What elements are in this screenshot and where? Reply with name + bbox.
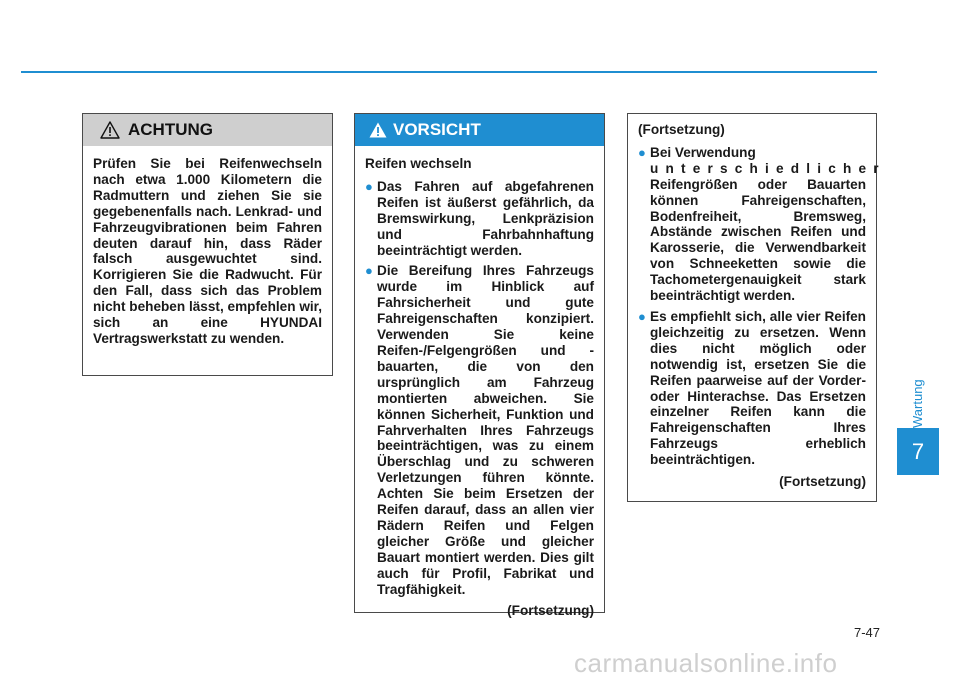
page-number: 7-47 — [853, 625, 880, 640]
vorsicht-bullet-text: Die Bereifung Ihres Fahrzeugs wurde im Hinblick auf Fahrsicherheit und gute Fahreigenschaften konzipiert. Verwenden Sie keine Reifen-/Felgengrößen und -bauarten, die von den ursprünglich am Fahrzeug montierten abweichen. Sie können Sicherheit, Funktion und Fahrverhalten Ihres Fahrzeugs beeinträchtigen, was zu einem Überschlag und zu schweren Verletzungen führen könnte. Achten Sie beim Ersetzen der Reifen darauf, dass an allen vier Rädern Reifen und Felgen gleicher Größe und gleicher Bauart montiert werden. Dies gilt auch für Profil, Fabrikat und Tragfähigkeit. — [377, 263, 594, 597]
continuation-bullet-list — [638, 144, 886, 468]
warning-triangle-outline-icon — [100, 121, 120, 139]
list-item — [365, 263, 594, 597]
achtung-title: ACHTUNG — [128, 120, 213, 139]
vorsicht-continued-label: (Fortsetzung) — [507, 603, 594, 619]
continuation-lead: (Fortsetzung) — [638, 122, 725, 137]
vorsicht-bullet-list — [365, 179, 594, 598]
bullet-dot-icon: ● — [365, 178, 373, 194]
warning-triangle-filled-icon — [369, 122, 387, 138]
continuation-bullet-text: Es empfiehlt sich, alle vier Reifen gleichzeitig zu ersetzen. Wenn dies nicht möglich oder notwendig ist, ersetzen Sie die Reifen paarweise auf der Vorder- oder Hinterachse. Das Ersetzen einzelner Reifen kann die Fahreigenschaften Ihres Fahrzeugs erheblich beeinträchtigen. — [650, 308, 866, 468]
chapter-number-tab: 7 — [897, 428, 939, 475]
vorsicht-caution-box — [354, 113, 605, 619]
continuation-bullet-head: Bei Verwendung — [650, 144, 756, 160]
list-item — [638, 144, 886, 304]
achtung-warning-box — [82, 113, 333, 376]
vorsicht-title: VORSICHT — [393, 120, 481, 139]
header-rule — [21, 71, 877, 73]
list-item — [638, 309, 866, 468]
continuation-bullet-spread: unterschiedlicher — [650, 160, 886, 176]
bullet-dot-icon: ● — [638, 308, 646, 324]
achtung-header — [83, 114, 332, 146]
continuation-box — [627, 113, 886, 502]
achtung-text: Prüfen Sie bei Reifenwechseln nach etwa 1.000 Kilometern die Radmuttern und ziehen Sie sie gegebenenfalls nach. Lenkrad- und Fahrzeugvibrationen beim Fahren deuten darauf hin, dass Räder falsch ausgewuchtet sind. Korrigieren Sie die Radwucht. Für den Fall, dass sich das Problem nicht beheben lässt, empfehlen wir, sich an eine HYUNDAI Vertragswerkstatt zu wenden. — [93, 156, 322, 346]
continuation-continued-label: (Fortsetzung) — [779, 474, 866, 490]
list-item — [365, 179, 594, 259]
continuation-bullet-text: Reifengrößen oder Bauarten können Fahreigenschaften, Bodenfreiheit, Bremsweg, Abstände zwischen Reifen und Karosserie, die Verwendbarkeit von Schneeketten sowie die Tachometergenauigkeit stark beeinträchtigt werden. — [650, 176, 866, 304]
watermark-text: carmanualsonline.info — [574, 648, 838, 678]
chapter-side-label: Wartung — [910, 379, 925, 428]
bullet-dot-icon: ● — [365, 263, 373, 279]
bullet-dot-icon: ● — [638, 144, 646, 160]
vorsicht-header — [355, 114, 604, 146]
vorsicht-bullet-text: Das Fahren auf abgefahrenen Reifen ist äußerst gefährlich, da Bremswirkung, Lenkpräzision und Fahrbahnhaftung beeinträchtigt werden. — [377, 178, 594, 258]
vorsicht-lead: Reifen wechseln — [365, 156, 472, 171]
